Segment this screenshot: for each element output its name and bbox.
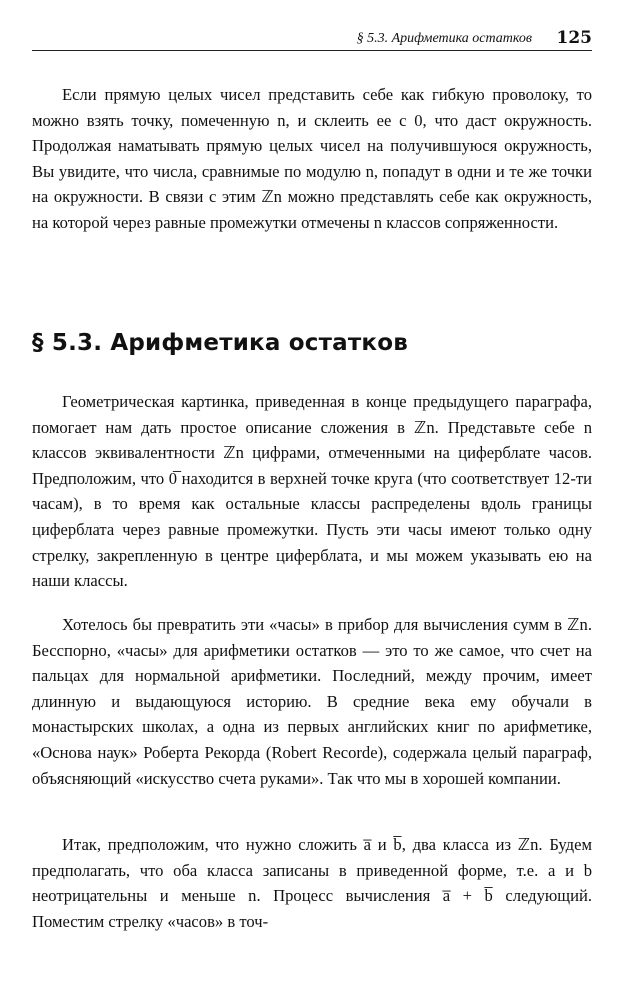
paragraph-4: Итак, предположим, что нужно сложить a̅ и b̅, два класса из ℤn. Будем предполагать, что оба класса записаны в приведенной форме, т.е. a и b неотрицательны и меньше n. Процесс вычисления a̅ + b̅ следующий. Поместим стрелку «часов» в точ- bbox=[32, 835, 592, 931]
section-heading: § 5.3. Арифметика остатков bbox=[32, 330, 408, 356]
paragraph-1: Если прямую целых чисел представить себе как гибкую проволоку, то можно взять точку, помеченную n, и склеить ее с 0, что даст окружность. Продолжая наматывать прямую целых чисел на получившуюся окружность, Вы увидите, что числа, сравнимые по модулю n, попадут в одни и те же точки на окружности. В связи с этим ℤn можно представлять себе как окружность, на которой через равные промежутки отмечены n классов сопряженности. bbox=[32, 85, 592, 232]
page-number: 125 bbox=[556, 28, 592, 48]
paragraph-2: Геометрическая картинка, приведенная в конце предыдущего параграфа, помогает нам дать простое описание сложения в ℤn. Представьте себе n классов эквивалентности ℤn цифрами, отмеченными на циферблате часов. Предположим, что 0̅ находится в верхней точке круга (что соответствует 12-ти часам), в то время как остальные классы распределены вдоль границы циферблата через равные промежутки. Пусть эти часы имеют только одну стрелку, закрепленную в центре циферблата, и мы можем указывать ею на наши классы. bbox=[32, 392, 592, 591]
paragraph-3: Хотелось бы превратить эти «часы» в прибор для вычисления сумм в ℤn. Бесспорно, «часы» для арифметики остатков — это то же самое, что счет на пальцах для нормальной арифметики. Последний, между прочим, имеет длинную и выдающуюся историю. В средние века ему обучали в монастырских школах, а одна из первых английских книг по арифметике, «Основа наук» Роберта Рекорда (Robert Recorde), содержала целый параграф, объясняющий «искусство счета руками». Так что мы в хорошей компании. bbox=[32, 615, 592, 788]
running-header bbox=[32, 28, 592, 51]
header-section-title: § 5.3. Арифметика остатков bbox=[356, 31, 532, 46]
